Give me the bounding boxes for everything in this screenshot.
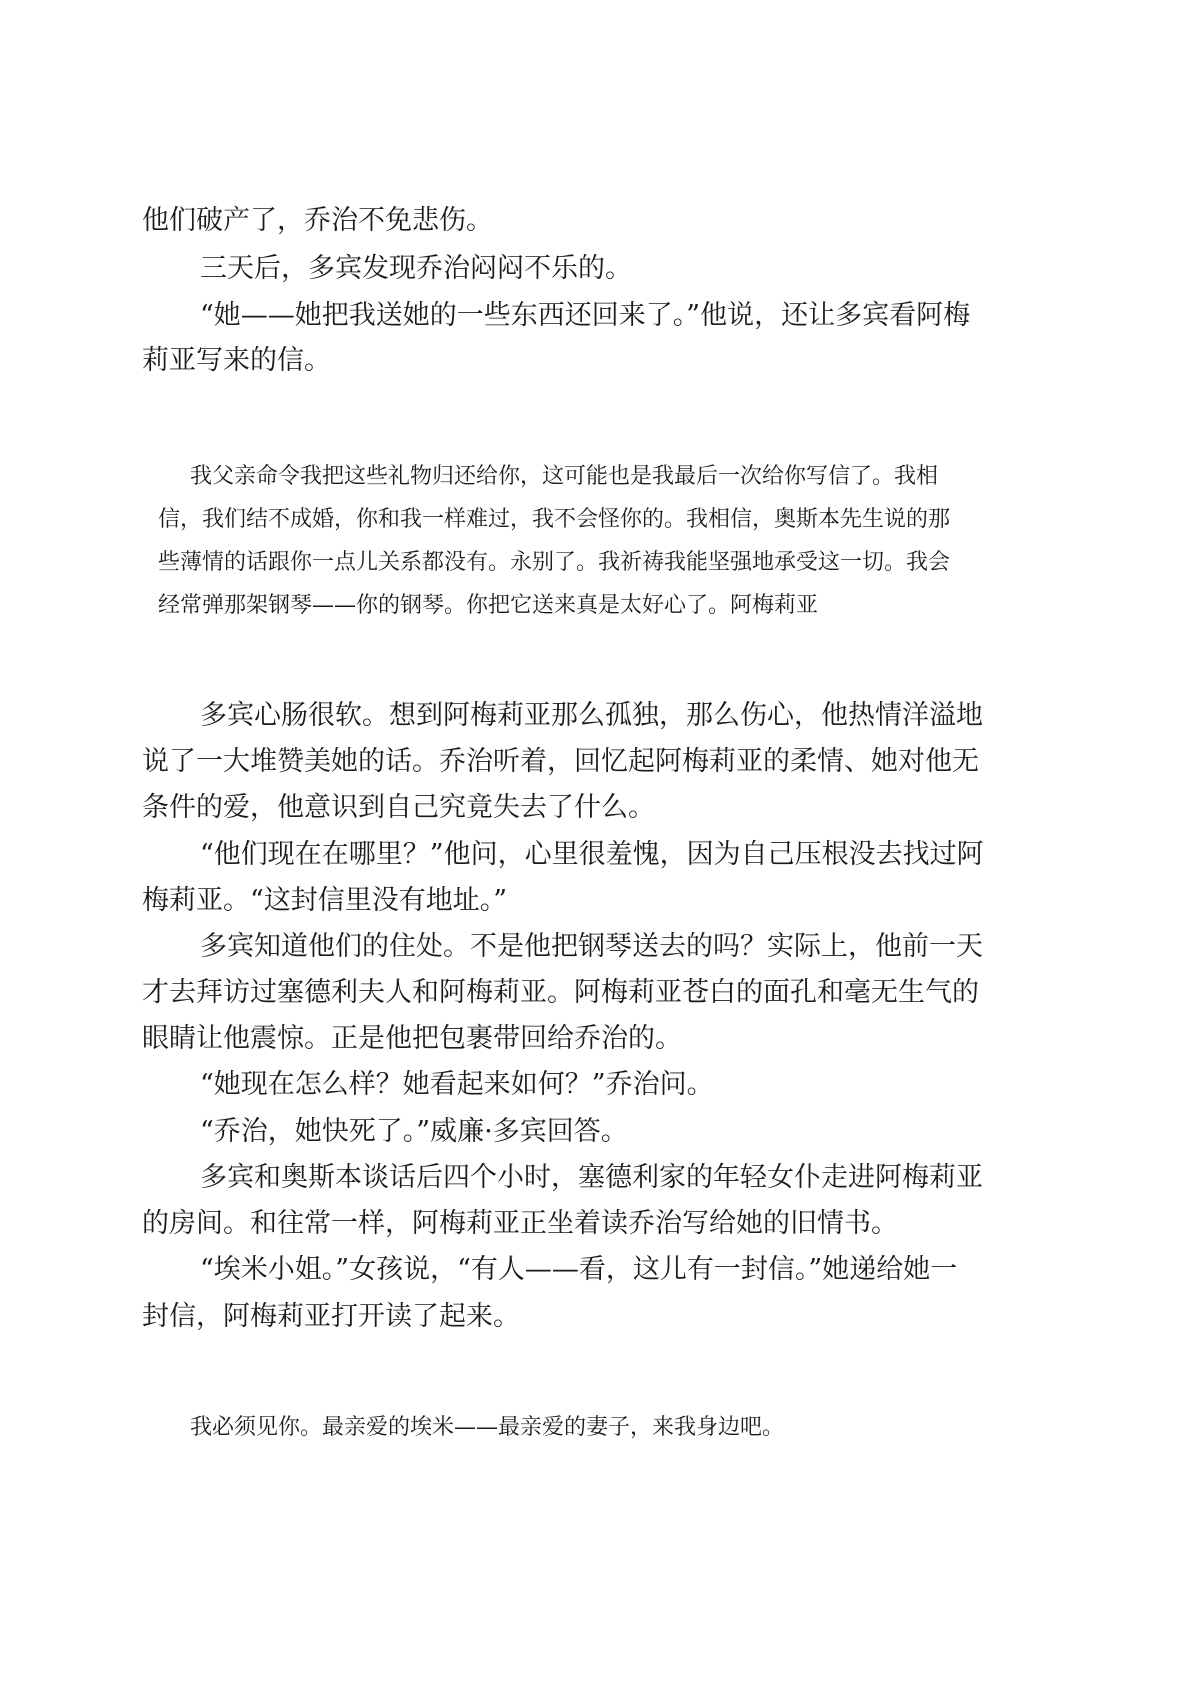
- paragraph-line: “她现在怎么样？她看起来如何？”乔治问。: [200, 1069, 714, 1100]
- letter-line: 些薄情的话跟你一点儿关系都没有。永别了。我祈祷我能坚强地承受这一切。我会: [158, 550, 951, 575]
- letter-line: 信，我们结不成婚，你和我一样难过，我不会怪你的。我相信，奥斯本先生说的那: [158, 507, 951, 532]
- paragraph-line: 三天后，多宾发现乔治闷闷不乐的。: [200, 253, 632, 284]
- letter-line: 我必须见你。最亲爱的埃米——最亲爱的妻子，来我身边吧。: [190, 1415, 785, 1440]
- paragraph-line: 的房间。和往常一样，阿梅莉亚正坐着读乔治写给她的旧情书。: [142, 1208, 898, 1239]
- letter-line: 我父亲命令我把这些礼物归还给你，这可能也是我最后一次给你写信了。我相: [190, 464, 939, 489]
- paragraph-line: 多宾知道他们的住处。不是他把钢琴送去的吗？实际上，他前一天: [200, 931, 983, 962]
- paragraph-line: 才去拜访过塞德利夫人和阿梅莉亚。阿梅莉亚苍白的面孔和毫无生气的: [142, 977, 979, 1008]
- paragraph-line: 梅莉亚。“这封信里没有地址。”: [142, 885, 508, 916]
- letter-line: 经常弹那架钢琴——你的钢琴。你把它送来真是太好心了。阿梅莉亚: [158, 593, 819, 618]
- paragraph-line: “乔治，她快死了。”威廉·多宾回答。: [200, 1116, 628, 1147]
- paragraph-line: 条件的爱，他意识到自己究竟失去了什么。: [142, 792, 655, 823]
- paragraph-line: 多宾和奥斯本谈话后四个小时，塞德利家的年轻女仆走进阿梅莉亚: [200, 1162, 983, 1193]
- paragraph-line: “他们现在在哪里？”他问，心里很羞愧，因为自己压根没去找过阿: [200, 839, 984, 870]
- paragraph-line: 封信，阿梅莉亚打开读了起来。: [142, 1301, 520, 1332]
- paragraph-line: 说了一大堆赞美她的话。乔治听着，回忆起阿梅莉亚的柔情、她对他无: [142, 746, 979, 777]
- paragraph-line: 多宾心肠很软。想到阿梅莉亚那么孤独，那么伤心，他热情洋溢地: [200, 700, 983, 731]
- paragraph-line: “埃米小姐。”女孩说，“有人——看，这儿有一封信。”她递给她一: [200, 1254, 958, 1285]
- paragraph-line: 莉亚写来的信。: [142, 345, 331, 376]
- paragraph-line: 眼睛让他震惊。正是他把包裹带回给乔治的。: [142, 1023, 682, 1054]
- paragraph-line: “她——她把我送她的一些东西还回来了。”他说，还让多宾看阿梅: [200, 300, 971, 331]
- paragraph-line: 他们破产了，乔治不免悲伤。: [142, 205, 493, 236]
